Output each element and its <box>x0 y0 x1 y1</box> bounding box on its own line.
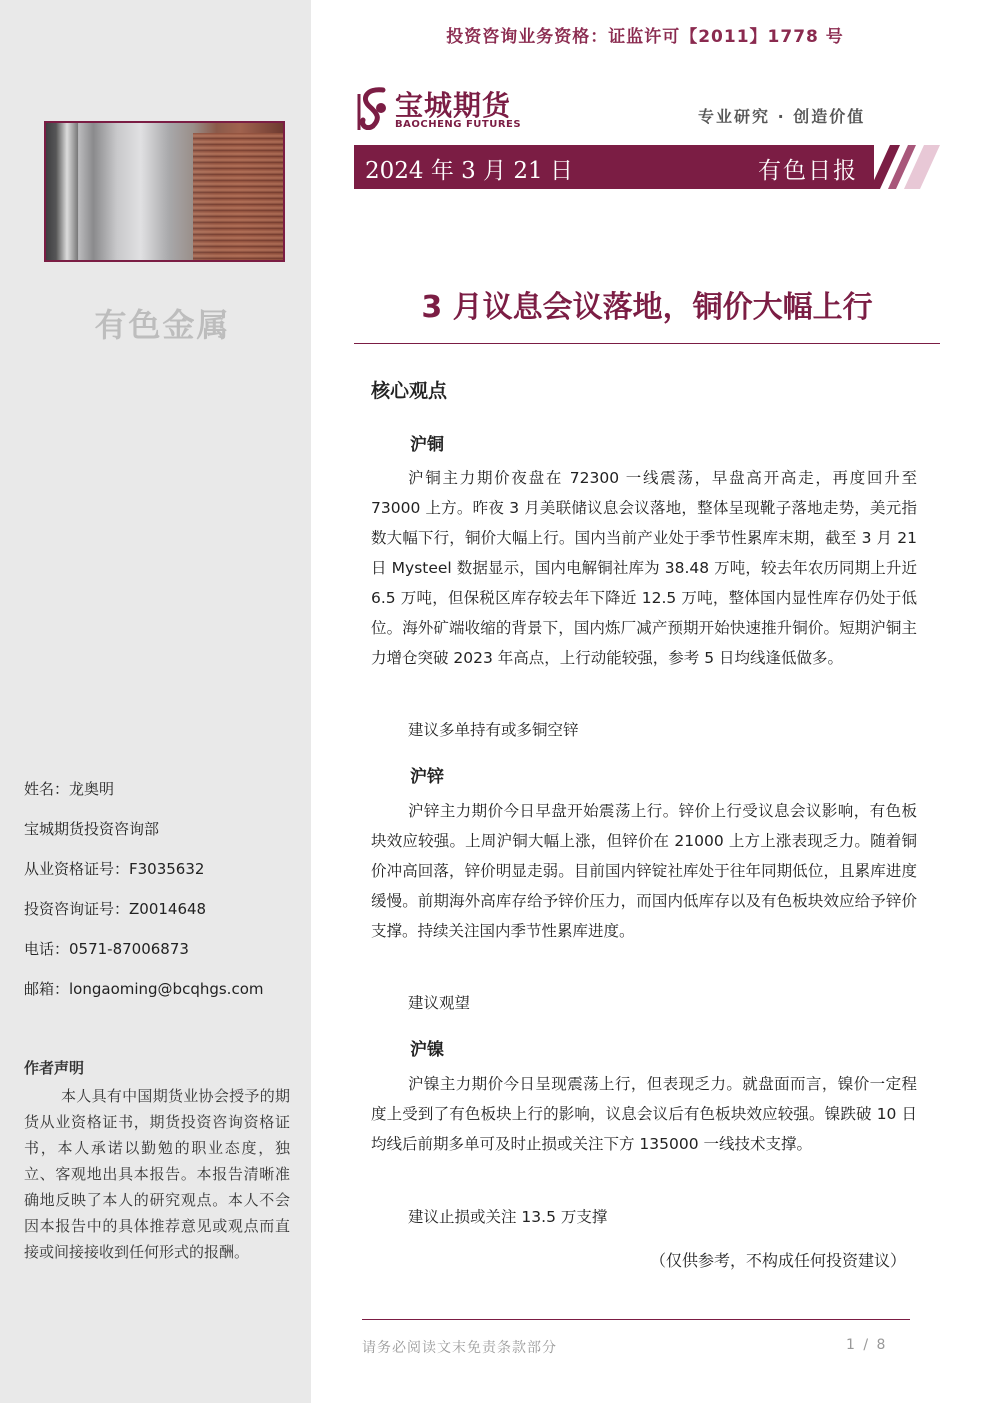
declaration-text: 本人具有中国期货业协会授予的期货从业资格证书，期货投资咨询资格证书，本人承诺以勤勉的职业态度，独立、客观地出具本报告。本报告清晰准确地反映了本人的研究观点。本人不会因本报告中的具体推荐意见或观点而直接或间接接收到任何形式的报酬。 <box>24 1087 290 1261</box>
declaration-title: 作者声明 <box>24 1059 85 1077</box>
author-name: 姓名：龙奥明 <box>24 780 115 798</box>
logo-text-cn: 宝城期货 <box>395 89 512 122</box>
logo-mark-icon <box>357 86 391 130</box>
core-view-heading: 核心观点 <box>371 380 448 402</box>
section-heading-zinc: 沪锌 <box>410 767 444 787</box>
section-text-copper: 沪铜主力期价夜盘在 72300 一线震荡，早盘高开高走，再度回升至 73000 上方。昨夜 3 月美联储议息会议落地，整体呈现靴子落地走势，美元指数大幅下行，铜价大幅上行。国内当前产业处于季节性累库末期，截至 3 月 21 日 Mysteel 数据显示，国内电解铜社库为 38.48 万吨，较去年农历同期上升近 6.5 万吨，但保税区库存较去年下降近 12.5 万吨，整体国内显性库存仍处于低位。海外矿端收缩的背景下，国内炼厂减产预期开始快速推升铜价。短期沪铜主力增仓突破 2023 年高点，上行动能较强，参考 5 日均线逢低做多。 <box>371 469 917 667</box>
footer-divider <box>362 1319 910 1320</box>
author-qualification: 从业资格证号：F3035632 <box>24 860 205 878</box>
advice-nickel: 建议止损或关注 13.5 万支撑 <box>408 1208 608 1226</box>
report-type: 有色日报 <box>758 158 858 184</box>
author-phone: 电话：0571-87006873 <box>24 940 189 958</box>
section-heading-nickel: 沪镍 <box>410 1040 444 1060</box>
report-date: 2024 年 3 月 21 日 <box>365 158 573 184</box>
page-number: 1 / 8 <box>846 1337 888 1353</box>
author-email: 邮箱：longaoming@bcqhgs.com <box>24 980 264 998</box>
advice-copper: 建议多单持有或多铜空锌 <box>408 721 579 739</box>
advice-zinc: 建议观望 <box>408 994 471 1012</box>
license-line: 投资咨询业务资格：证监许可【2011】1778 号 <box>446 27 844 47</box>
section-text-nickel: 沪镍主力期价今日呈现震荡上行，但表现乏力。就盘面而言，镍价一定程度上受到了有色板块上行的影响，议息会议后有色板块效应较强。镍跌破 10 日均线后前期多单可及时止损或关注下方 135000 一线技术支撑。 <box>371 1075 917 1153</box>
title-divider <box>354 343 940 344</box>
company-logo <box>357 86 522 132</box>
slogan: 专业研究 · 创造价值 <box>698 107 866 126</box>
section-heading-copper: 沪铜 <box>410 435 444 455</box>
banner-stripes-icon <box>860 145 940 189</box>
section-text-zinc: 沪锌主力期价今日早盘开始震荡上行。锌价上行受议息会议影响，有色板块效应较强。上周沪铜大幅上涨，但锌价在 21000 上方上涨表现乏力。随着铜价冲高回落，锌价明显走弱。目前国内锌锭社库处于往年同期低位，且累库进度缓慢。前期海外高库存给予锌价压力，而国内低库存以及有色板块效应给予锌价支撑。持续关注国内季节性累库进度。 <box>371 802 917 940</box>
footer-notice: 请务必阅读文末免责条款部分 <box>362 1340 557 1356</box>
author-dept: 宝城期货投资咨询部 <box>24 820 160 838</box>
category-label: 有色金属 <box>94 306 231 344</box>
cover-photo <box>44 121 285 262</box>
report-title: 3 月议息会议落地，铜价大幅上行 <box>421 290 873 325</box>
author-consult-license: 投资咨询证号：Z0014648 <box>24 900 207 918</box>
disclaimer: （仅供参考，不构成任何投资建议） <box>650 1251 907 1270</box>
logo-text-en: BAOCHENG FUTURES <box>395 119 522 130</box>
